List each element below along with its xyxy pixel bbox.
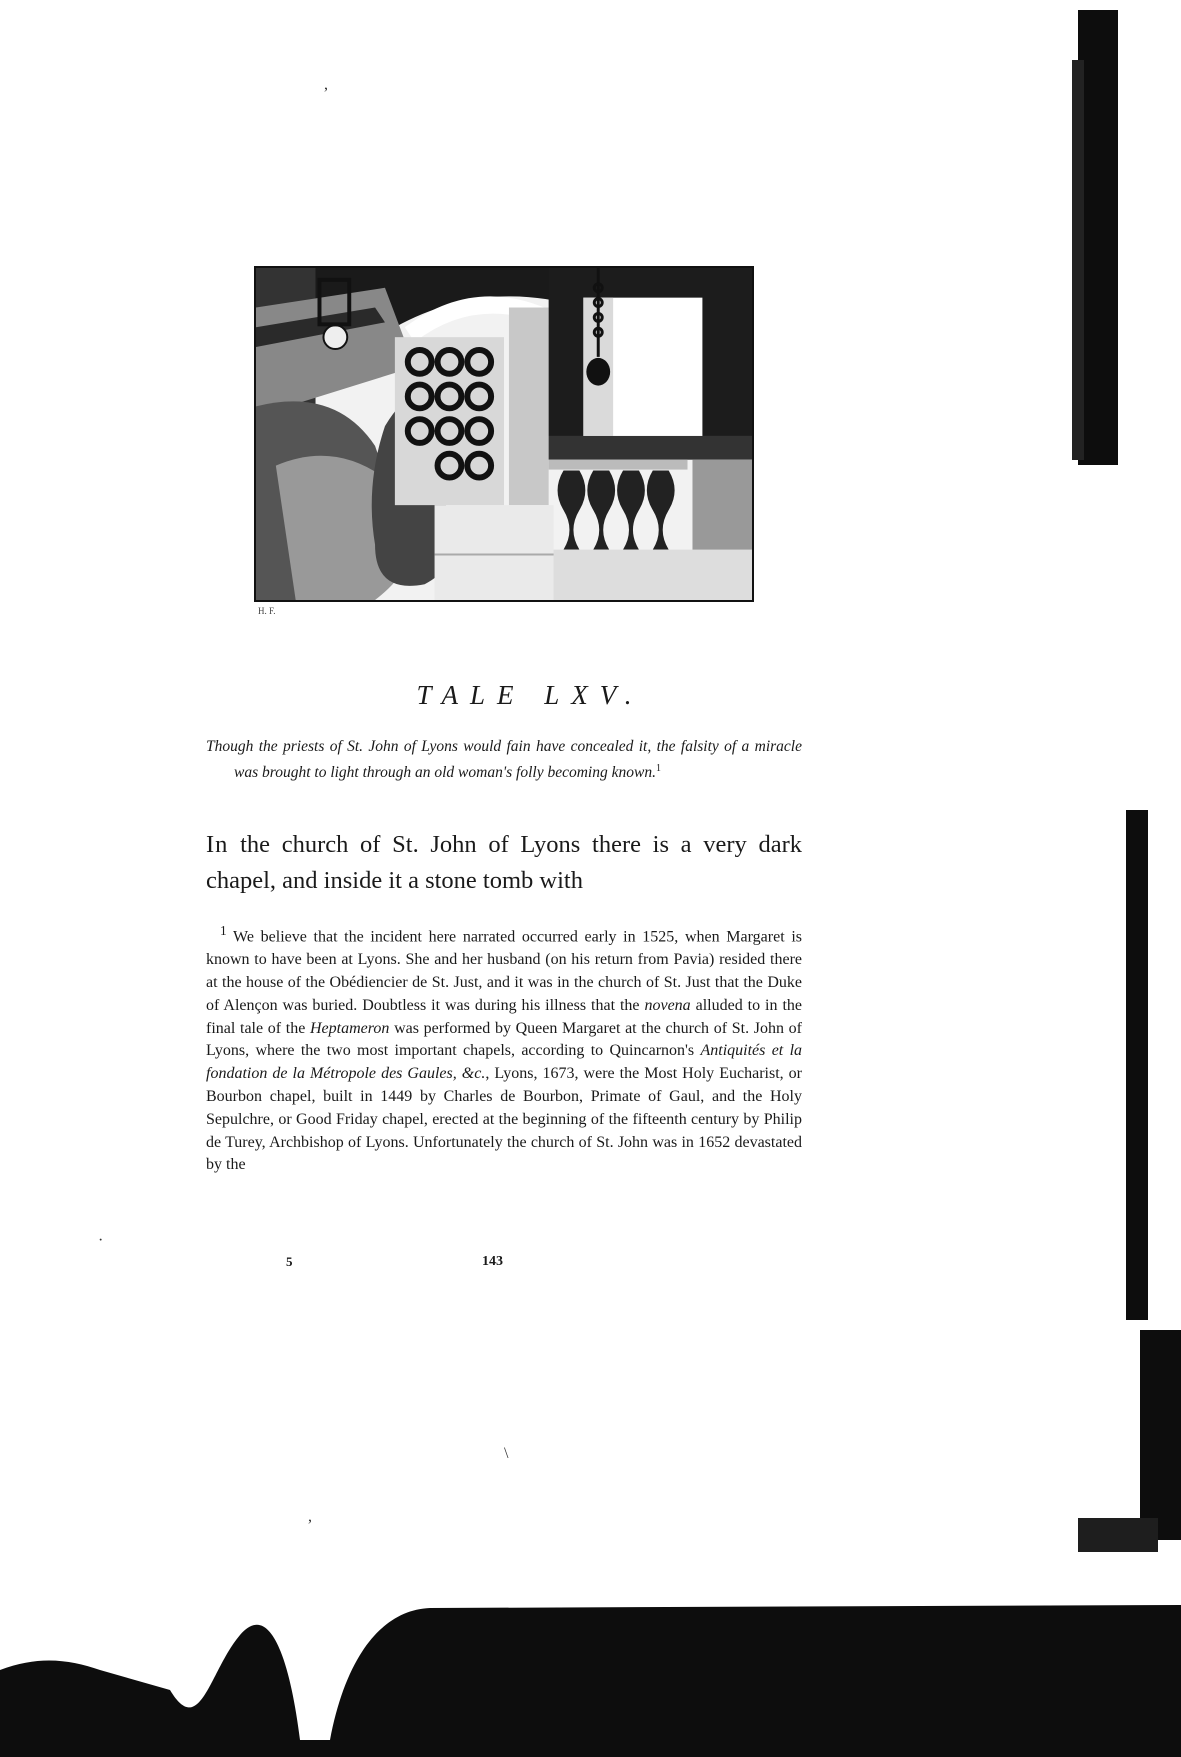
footnote <box>206 920 802 1177</box>
speck: · <box>98 1232 104 1249</box>
footnote-work-title: Antiquités et la fondation de la Métropole des Gaules, &c. <box>206 1042 803 1083</box>
signature-mark: 5 <box>286 1254 293 1269</box>
opening-text: the church of St. John of Lyons there is a very dark chapel, and inside it a stone tomb with <box>206 831 802 894</box>
footnote-part1: We believe that the incident here narrated occurred early in 1525, when Margaret is known to have been at Lyons. She and her husband (on his return from Pavia) resided there at the house of the Obédiencier de St. Just, and it was in the church of St. Just that the Duke of Alençon was buried. Doubtless it was during his illness that the <box>206 928 802 1014</box>
scan-edge-right-lower <box>1140 1330 1181 1540</box>
footnote-part4: , Lyons, 1673, were the Most Holy Eucharist, or Bourbon chapel, built in 1449 by Charles de Bourbon, Primate of Gaul, and the Holy Sepulchre, or Good Friday chapel, erected at the beginning of the fifteenth century by Philip de Turey, Archbishop of Lyons. Unfortunately the church of St. John was in 1652 devastated by the <box>206 1065 803 1174</box>
scan-edge-right-mid <box>1126 810 1148 1320</box>
scan-edge-right-top <box>1078 10 1118 465</box>
scan-edge-bottom <box>0 1600 1181 1757</box>
footnote-heptameron: Heptameron <box>310 1019 390 1037</box>
footnote-part2: alluded to in the final tale of the <box>206 996 803 1037</box>
opening-paragraph <box>206 827 802 899</box>
tale-summary <box>206 736 802 784</box>
opening-drop-word: In <box>206 831 229 858</box>
scan-edge-right-stripe <box>1078 1518 1158 1552</box>
scan-edge-right-notch <box>1072 60 1084 460</box>
page-number: 143 <box>482 1254 503 1269</box>
footnote-part3: was performed by Queen Margaret at the church of St. John of Lyons, where the two most important chapels, according to Quincarnon's <box>206 1019 802 1060</box>
chapel-illustration <box>254 266 754 602</box>
speck: \ <box>504 1445 509 1462</box>
chapel-engraving <box>256 268 752 600</box>
footnote-novena: novena <box>644 996 691 1014</box>
footnote-ref[interactable]: 1 <box>655 763 661 774</box>
illustration-credit: H. F. <box>258 606 276 616</box>
speck: , <box>308 1508 312 1525</box>
tale-title: TALE LXV. <box>416 680 644 710</box>
footnote-marker: 1 <box>220 923 227 938</box>
summary-text: Though the priests of St. John of Lyons would fain have concealed it, the falsity of a miracle was brought to light through an old woman's folly becoming known. <box>206 738 802 782</box>
speck: , <box>324 76 328 93</box>
